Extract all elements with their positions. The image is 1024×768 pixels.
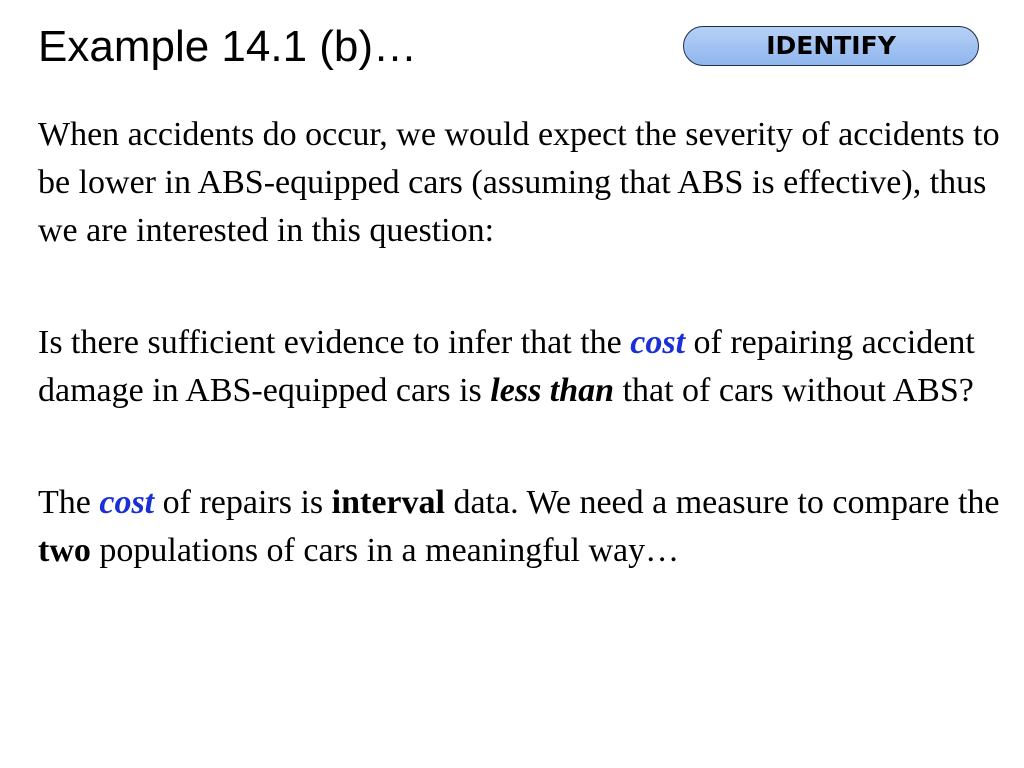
slide-body: [38, 111, 1008, 575]
identify-badge: IDENTIFY: [683, 26, 979, 66]
keyword-interval: interval: [331, 484, 445, 521]
interval-text-3: data. We need a measure to compare the: [444, 484, 1000, 521]
question-text-1: Is there sufficient evidence to infer that the: [38, 324, 631, 361]
keyword-cost: cost: [630, 324, 686, 361]
question-text-2: of repairing accident damage in ABS-equipped cars is: [38, 324, 975, 409]
paragraph-severity: When accidents do occur, we would expect the severity of accidents to be lower in ABS-equipped cars (assuming that ABS is effective), thus we are interested in this question:: [38, 116, 1000, 249]
keyword-two: two: [38, 532, 91, 569]
paragraph-question: [38, 319, 1008, 415]
question-text-3: that of cars without ABS?: [614, 372, 974, 409]
interval-text-1: The: [38, 484, 100, 521]
keyword-cost: cost: [99, 484, 155, 521]
interval-text-4: populations of cars in a meaningful way…: [90, 532, 680, 569]
slide-title: Example 14.1 (b)…: [38, 22, 418, 71]
interval-text-2: of repairs is: [154, 484, 332, 521]
paragraph-interval: [38, 479, 1008, 575]
keyword-less-than: less than: [490, 372, 615, 409]
